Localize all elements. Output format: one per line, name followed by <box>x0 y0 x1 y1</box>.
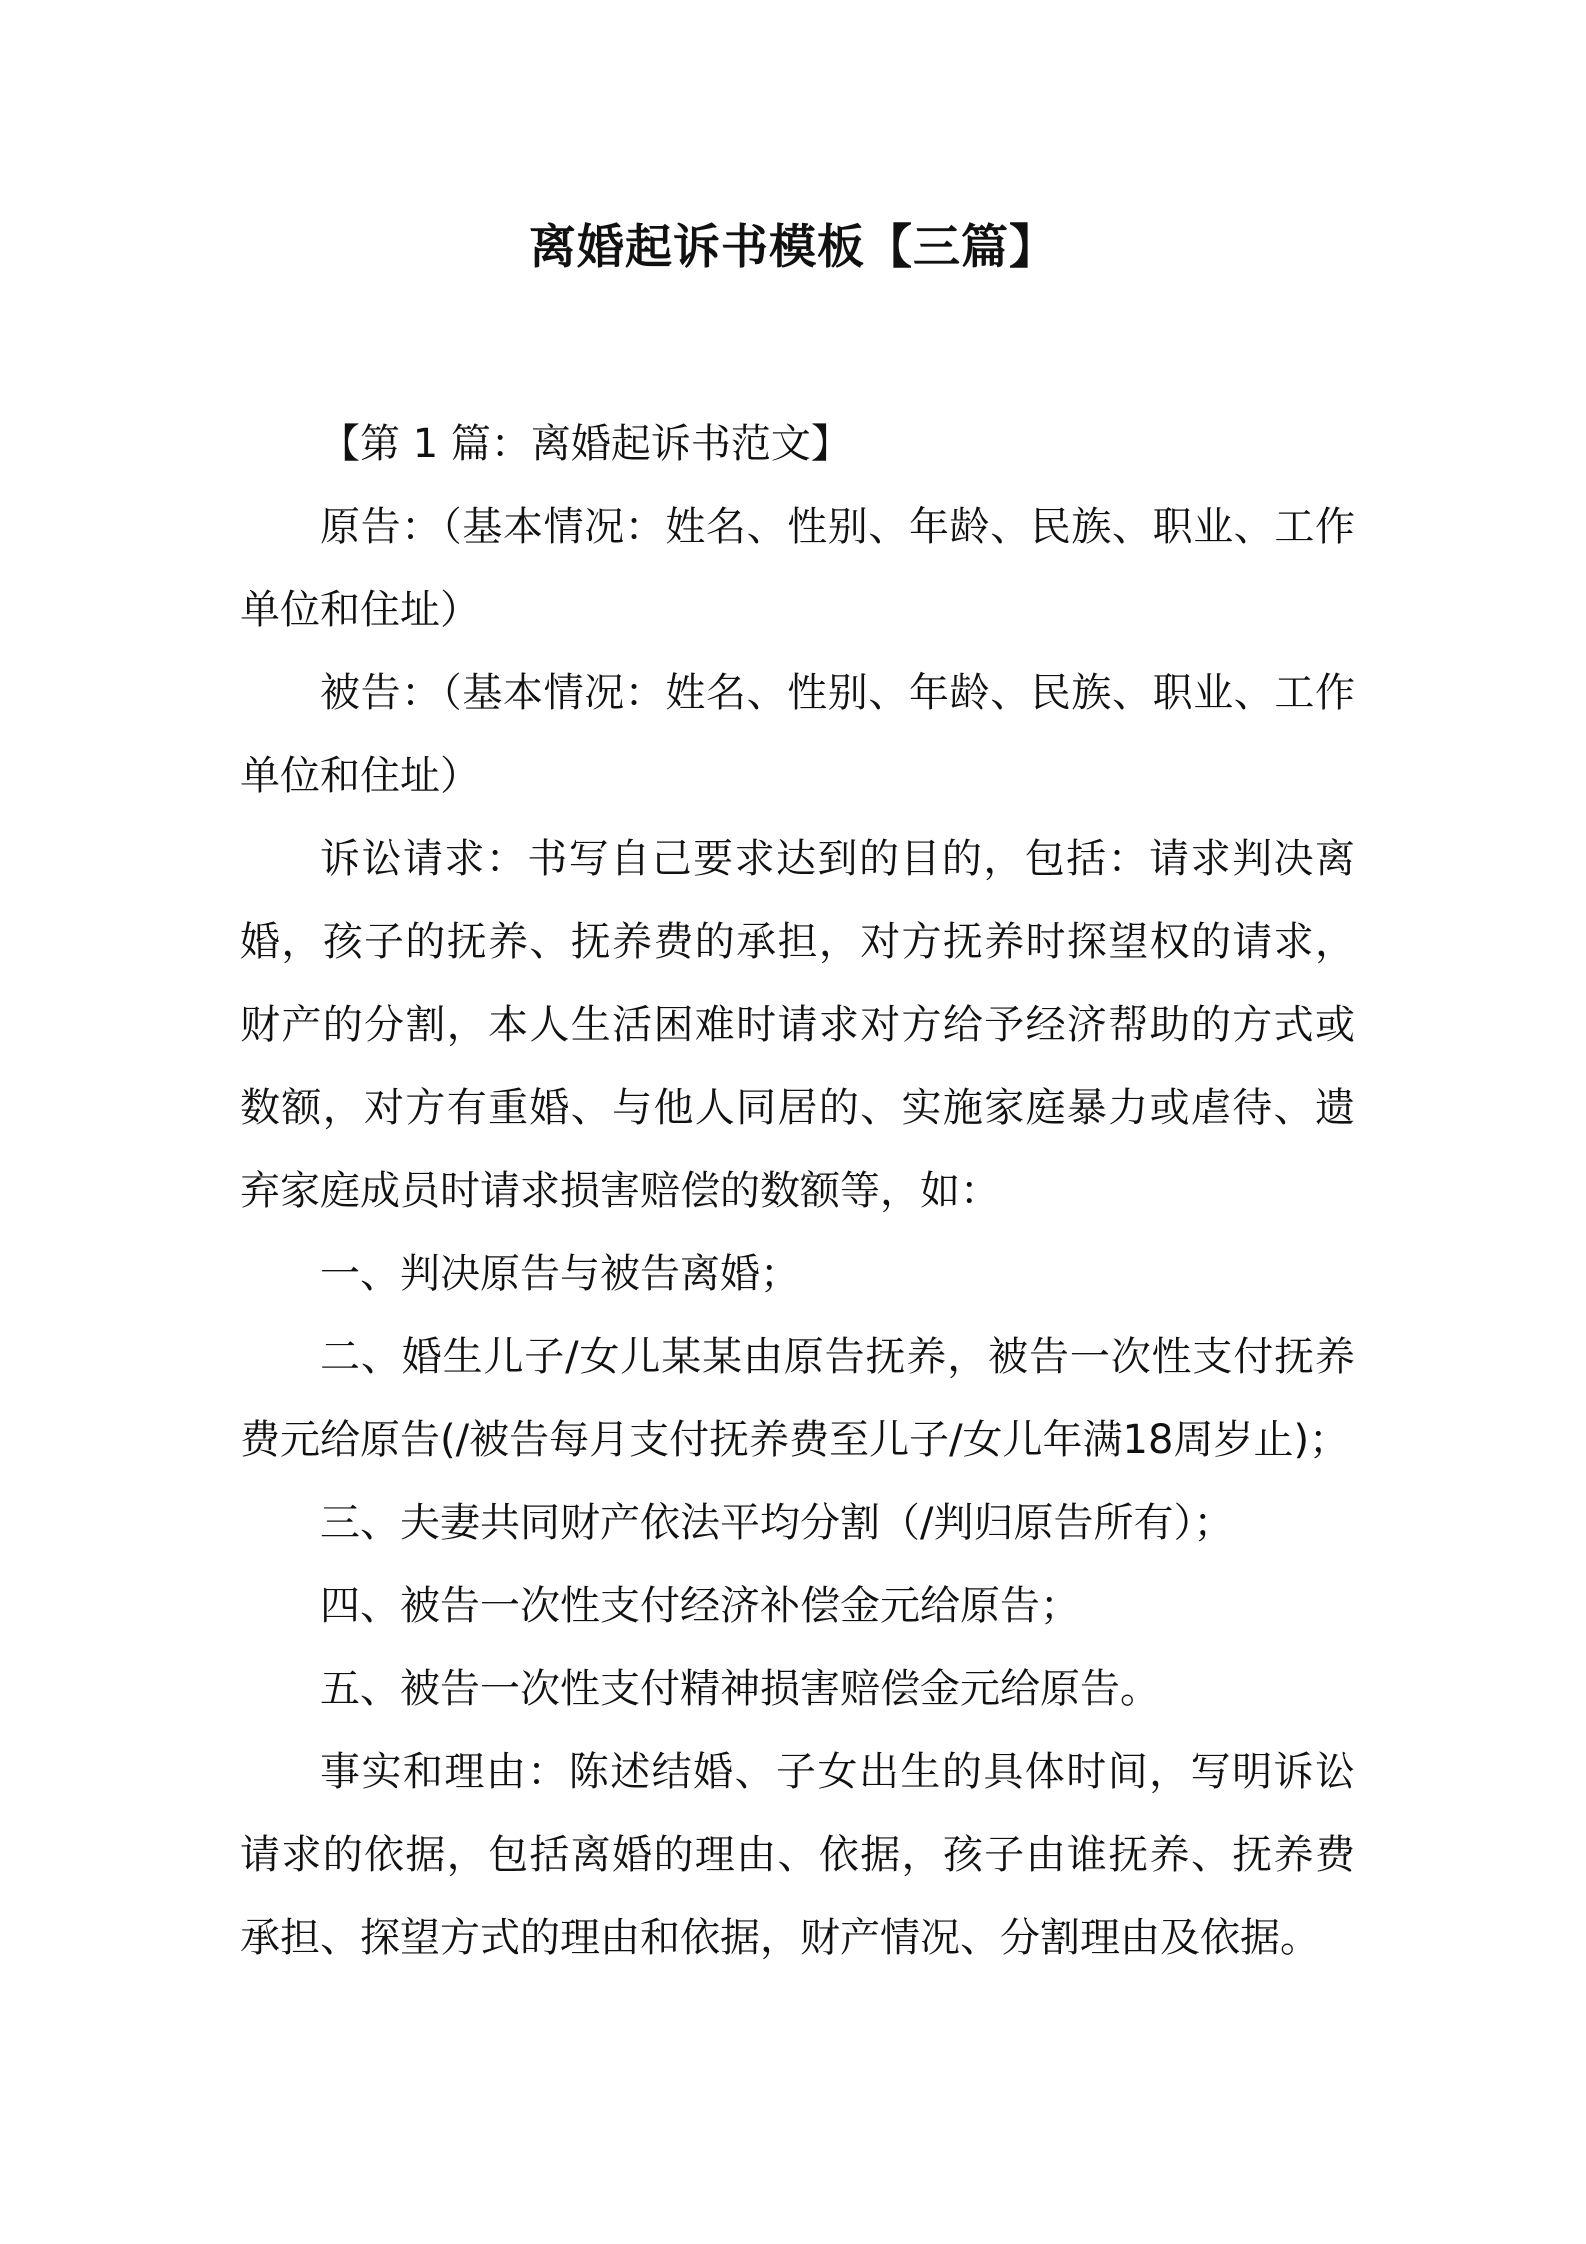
document-body <box>240 403 1355 1980</box>
claim-item-3: 三、夫妻共同财产依法平均分割（/判归原告所有）； <box>320 1500 1234 1546</box>
section-heading: 【第 1 篇：离婚起诉书范文】 <box>320 421 851 467</box>
facts-and-reasons-paragraph: 事实和理由：陈述结婚、子女出生的具体时间，写明诉讼请求的依据，包括离婚的理由、依据，孩子由谁抚养、抚养费承担、探望方式的理由和依据，财产情况、分割理由及依据。 <box>240 1749 1355 1961</box>
claim-item-4: 四、被告一次性支付经济补偿金元给原告； <box>320 1583 1080 1629</box>
plaintiff-paragraph: 原告：（基本情况：姓名、性别、年龄、民族、职业、工作单位和住址） <box>240 504 1355 633</box>
document-title: 离婚起诉书模板【三篇】 <box>529 220 1057 275</box>
claim-item-1: 一、判决原告与被告离婚； <box>320 1251 800 1297</box>
claims-paragraph: 诉讼请求：书写自己要求达到的目的，包括：请求判决离婚，孩子的抚养、抚养费的承担，对方抚养时探望权的请求，财产的分割，本人生活困难时请求对方给予经济帮助的方式或数额，对方有重婚、与他人同居的、实施家庭暴力或虐待、遗弃家庭成员时请求损害赔偿的数额等，如： <box>240 836 1355 1214</box>
defendant-paragraph: 被告：（基本情况：姓名、性别、年龄、民族、职业、工作单位和住址） <box>240 670 1355 799</box>
claim-item-5: 五、被告一次性支付精神损害赔偿金元给原告。 <box>320 1666 1160 1712</box>
claim-item-2: 二、婚生儿子/女儿某某由原告抚养，被告一次性支付抚养费元给原告(/被告每月支付抚养费至儿子/女儿年满18周岁止)； <box>240 1334 1355 1463</box>
